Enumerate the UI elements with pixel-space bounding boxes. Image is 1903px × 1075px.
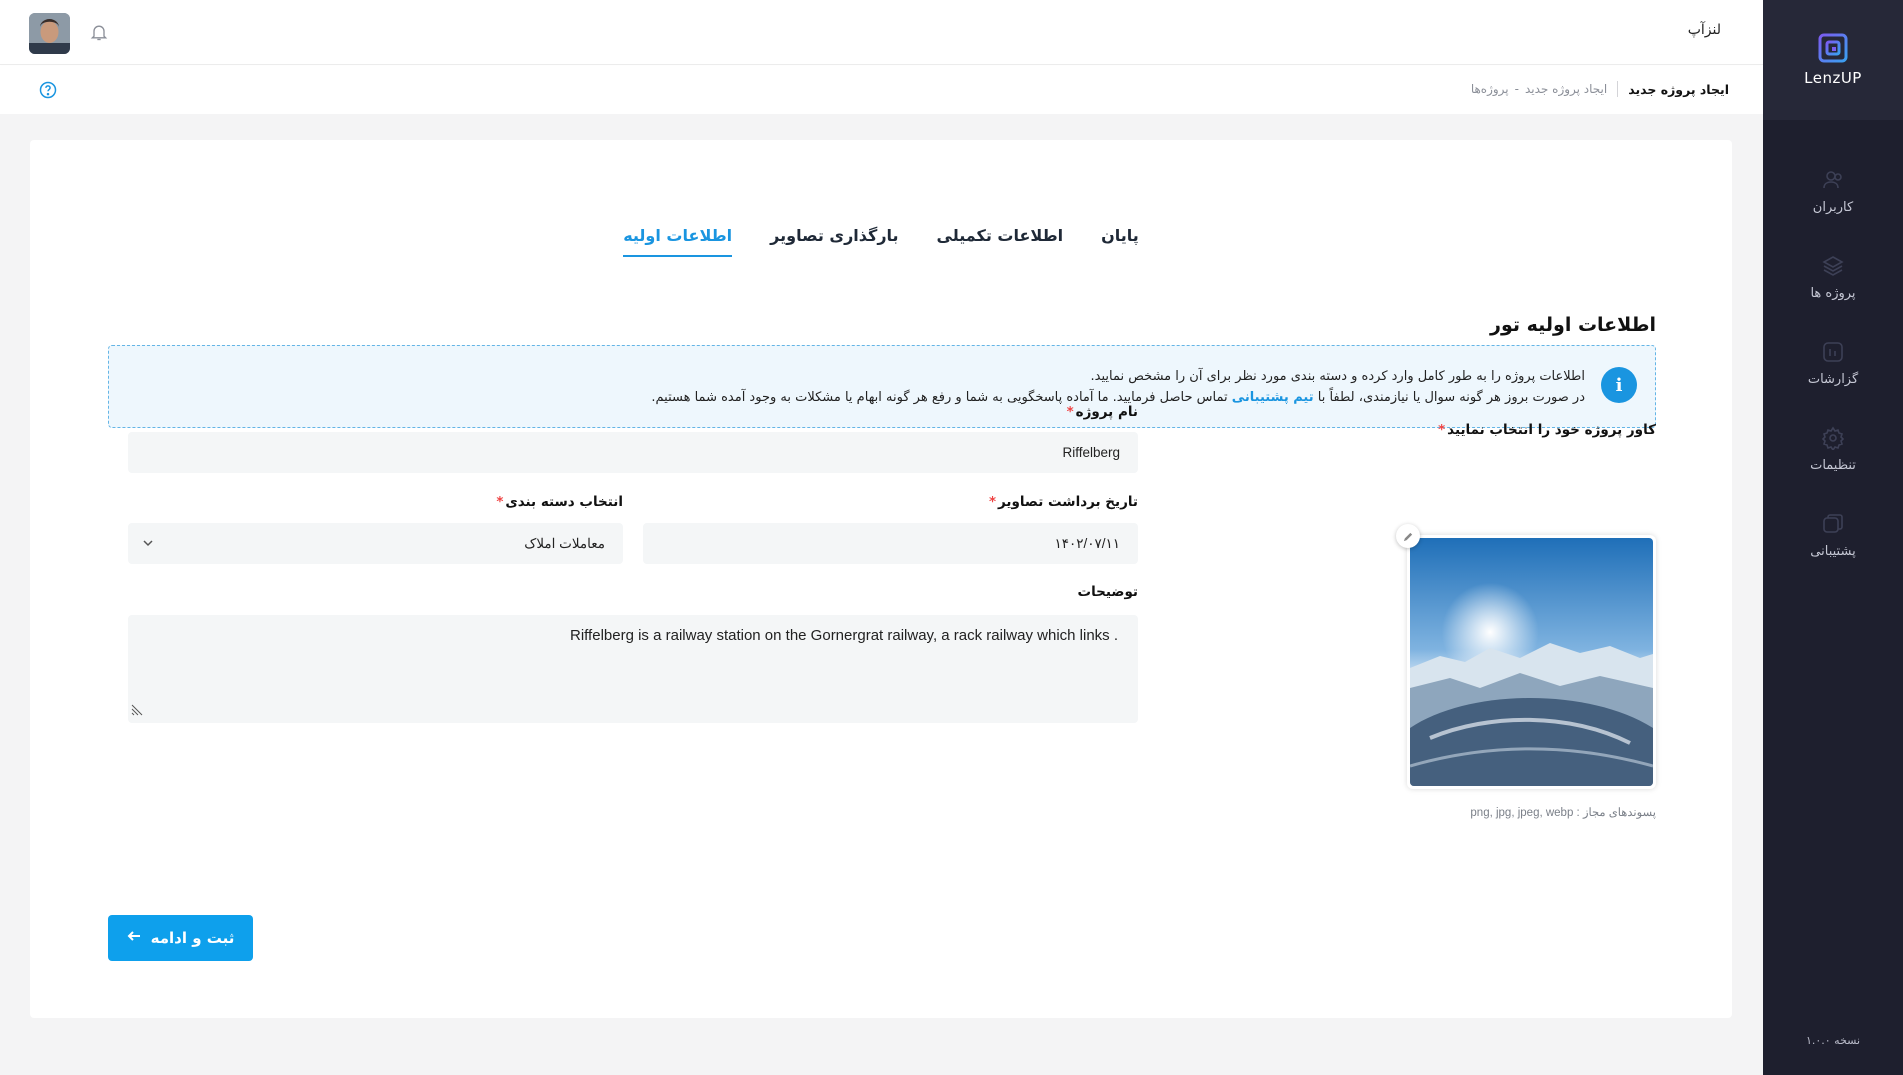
allowed-extensions-note: پسوندهای مجاز : png, jpg, jpeg, webp — [1470, 807, 1656, 819]
chevron-down-icon — [142, 537, 154, 552]
report-icon — [1821, 340, 1845, 364]
support-icon — [1821, 512, 1845, 536]
cover-label-text: کاور پروژه خود را انتخاب نمایید — [1447, 422, 1656, 438]
date-input[interactable] — [643, 523, 1138, 564]
sidebar-item-label: پروژه ها — [1810, 285, 1856, 301]
category-value: معاملات املاک — [524, 535, 605, 551]
sidebar-item-projects[interactable] — [1763, 234, 1903, 320]
description-label: توضیحات — [1077, 584, 1138, 600]
submit-continue-button[interactable] — [108, 915, 253, 961]
project-name-value: Riffelberg — [1062, 445, 1120, 460]
divider — [1617, 81, 1618, 97]
avatar[interactable] — [29, 13, 70, 54]
sidebar-item-support[interactable] — [1763, 492, 1903, 578]
page-title: ایجاد پروژه جدید — [1628, 81, 1729, 97]
breadcrumb-item-current: ایجاد پروژه جدید — [1524, 82, 1608, 96]
tab-finish[interactable]: پایان — [1101, 226, 1139, 245]
sidebar-nav — [1763, 120, 1903, 578]
sidebar-item-label: پشتیبانی — [1810, 543, 1856, 559]
gear-icon — [1821, 426, 1845, 450]
description-textarea[interactable] — [128, 615, 1138, 723]
support-team-link[interactable]: تیم پشتیبانی — [1231, 390, 1314, 405]
lenzup-logo-icon — [1818, 33, 1848, 63]
breadcrumb-trail — [1471, 82, 1607, 96]
date-value: ۱۴۰۲/۰۷/۱۱ — [1054, 535, 1120, 551]
required-mark: * — [1066, 404, 1074, 420]
cover-label — [1438, 422, 1656, 438]
sidebar-item-reports[interactable] — [1763, 320, 1903, 406]
sidebar-item-label: کاربران — [1812, 199, 1854, 215]
sidebar-item-label: تنظیمات — [1810, 457, 1856, 473]
project-name-label-text: نام پروژه — [1075, 404, 1138, 420]
description-value: Riffelberg is a railway station on the Gornergrat railway, a rack railway which links . — [570, 627, 1118, 644]
category-label — [496, 494, 623, 510]
project-name-input[interactable] — [128, 432, 1138, 473]
help-icon[interactable] — [38, 80, 58, 104]
info-alert — [108, 345, 1656, 428]
info-line-2-after: تماس حاصل فرمایید. ما آماده پاسخگویی به شما و رفع هر گونه ابهام یا مشکلات به وجود آمده شما هستیم. — [651, 390, 1228, 405]
category-label-text: انتخاب دسته بندی — [505, 494, 623, 510]
layers-icon — [1821, 254, 1845, 278]
required-mark: * — [1438, 422, 1446, 438]
bell-icon[interactable] — [89, 22, 109, 46]
breadcrumb-item-projects[interactable]: پروژه‌ها — [1470, 82, 1509, 96]
tab-extra-info[interactable]: اطلاعات تکمیلی — [936, 226, 1064, 245]
sidebar-item-label: گزارشات — [1807, 371, 1859, 387]
sidebar-item-settings[interactable] — [1763, 406, 1903, 492]
project-name-label — [1067, 404, 1138, 420]
required-mark: * — [496, 494, 504, 510]
sidebar-item-users[interactable] — [1763, 148, 1903, 234]
cover-image — [1410, 538, 1653, 786]
pencil-icon — [1403, 531, 1414, 542]
logo[interactable] — [1763, 0, 1903, 120]
resize-handle-icon[interactable] — [130, 703, 144, 721]
required-mark: * — [988, 494, 996, 510]
avatar-image — [29, 13, 70, 54]
topbar — [0, 0, 1763, 65]
logo-text: LenzUP — [1804, 69, 1862, 87]
app-name: لنزآپ — [1687, 22, 1721, 38]
sidebar — [1763, 0, 1903, 1075]
tab-basic-info[interactable]: اطلاعات اولیه — [623, 226, 732, 257]
edit-cover-button[interactable] — [1396, 524, 1420, 548]
users-icon — [1821, 168, 1845, 192]
date-label-text: تاریخ برداشت تصاویر — [998, 494, 1138, 510]
submit-label: ثبت و ادامه — [150, 929, 235, 947]
steps-tabs — [30, 226, 1732, 257]
tab-upload-images[interactable]: بارگذاری تصاویر — [770, 226, 899, 245]
info-text — [651, 366, 1585, 408]
cover-image-picker[interactable] — [1407, 535, 1656, 789]
category-select[interactable] — [128, 523, 623, 564]
section-title: اطلاعات اولیه تور — [1490, 314, 1656, 336]
info-line-1: اطلاعات پروژه را به طور کامل وارد کرده و دسته بندی مورد نظر برای آن را مشخص نمایید. — [1090, 369, 1585, 384]
info-icon: i — [1601, 367, 1637, 403]
form-card — [30, 140, 1732, 1018]
breadcrumb-separator: - — [1514, 82, 1519, 96]
version-label: نسخه ۱.۰.۰ — [1805, 1034, 1861, 1047]
page-header — [0, 66, 1763, 114]
date-label — [989, 494, 1138, 510]
info-line-2-before: در صورت بروز هر گونه سوال یا نیازمندی، لطفاً با — [1317, 390, 1585, 405]
breadcrumb — [1471, 81, 1729, 97]
arrow-left-icon — [127, 929, 141, 947]
